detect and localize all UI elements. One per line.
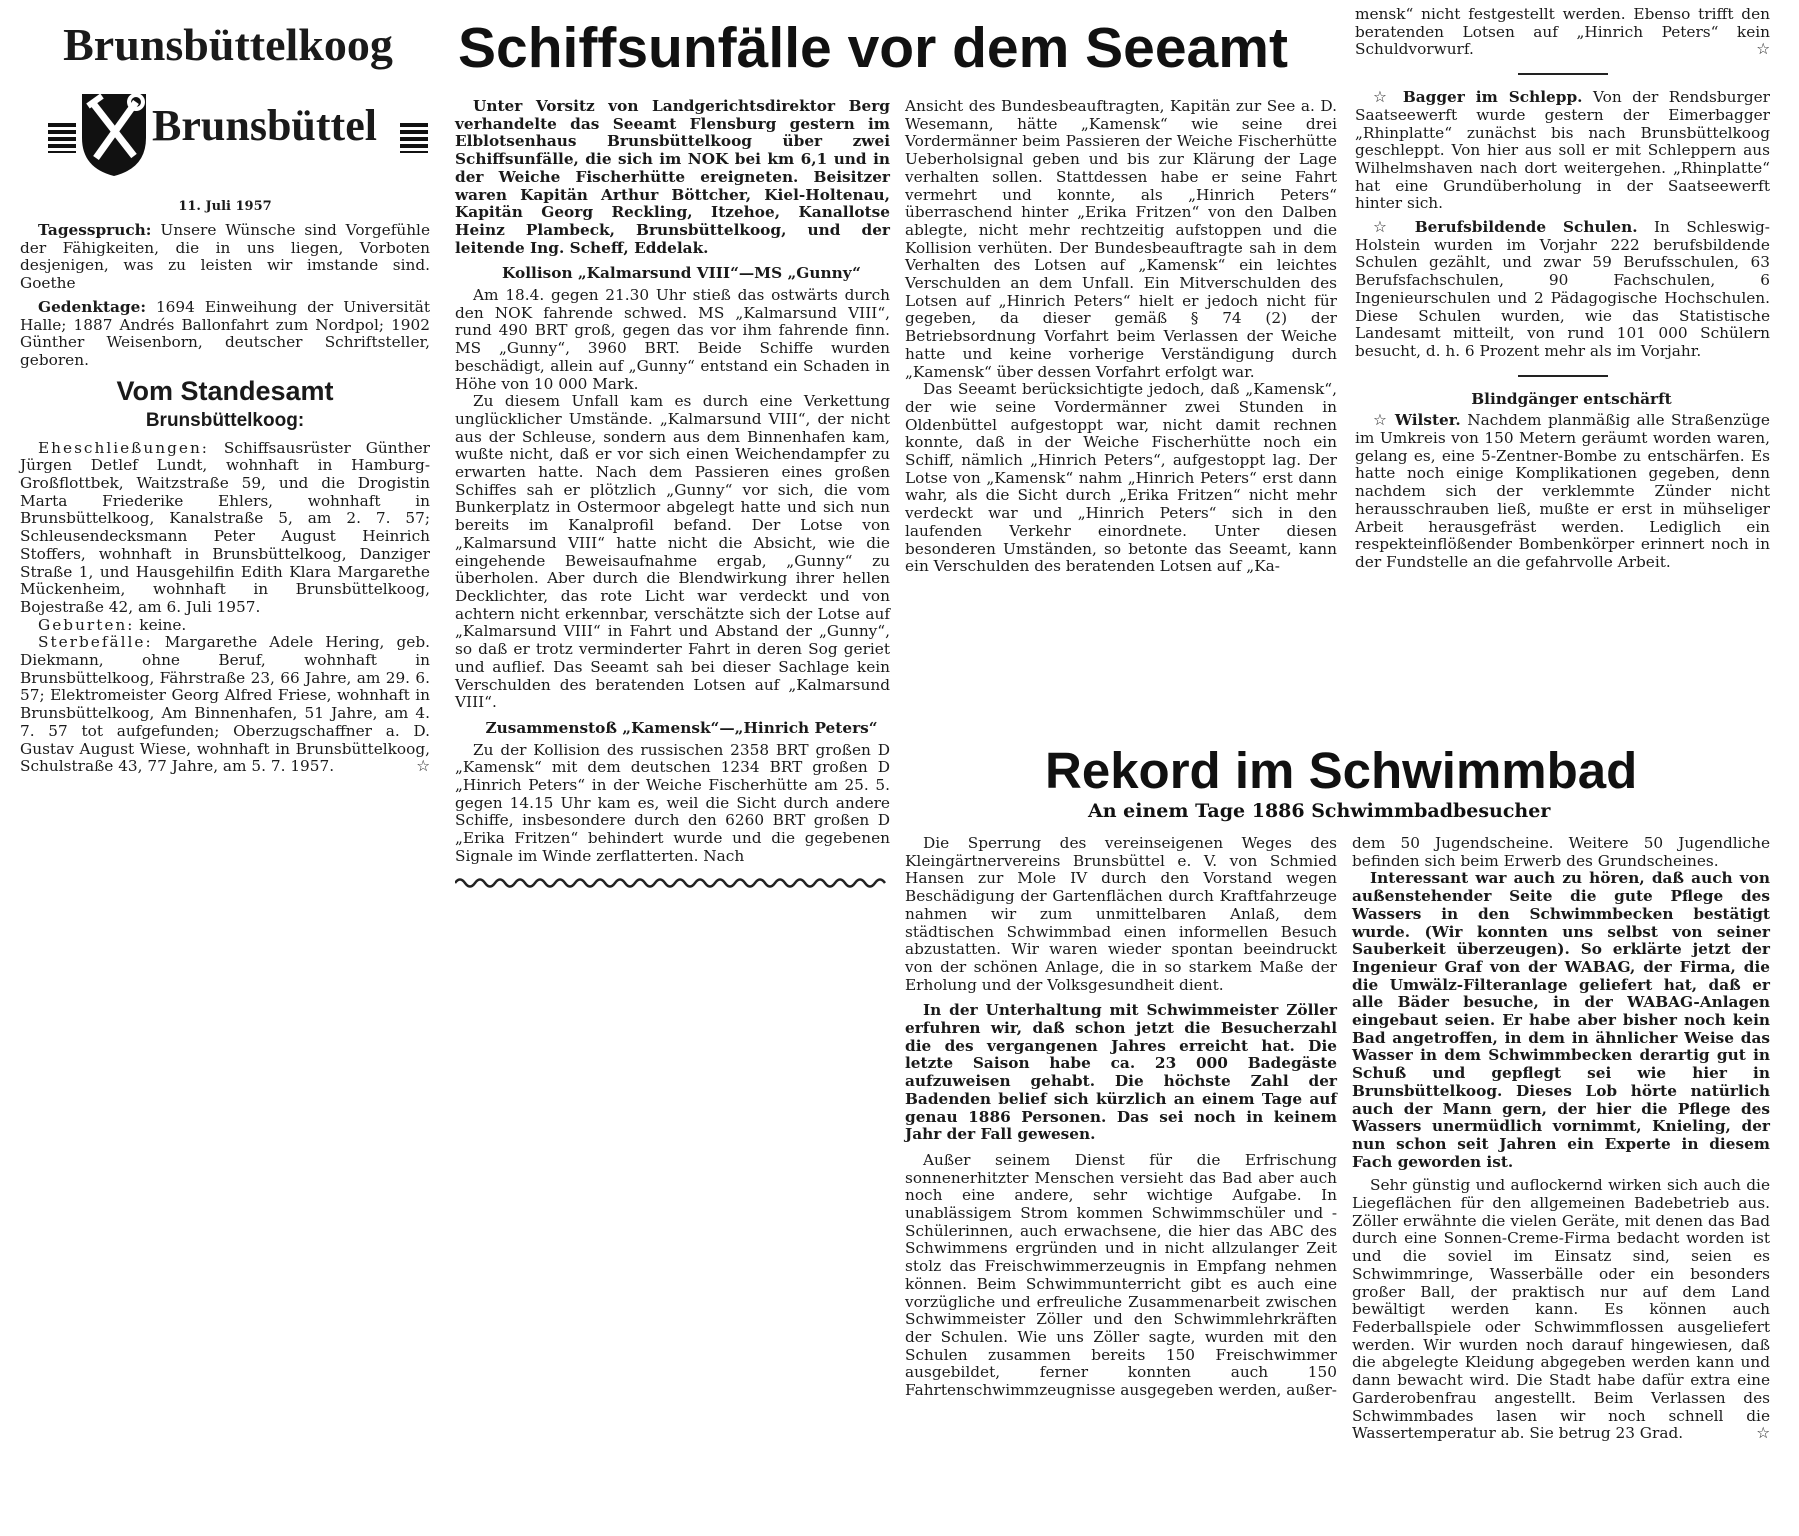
schwimmbad-closing-text: Sehr günstig und auflockernd wirken sich auch die Liegeflächen für den allgemeinen Badebetrieb aus. Zöller erwähnte die vielen Geräte, mit denen das Bad durch eine Sonnen-Creme-Firma bedacht worden ist und die soviel im Einsatz sind, seien es Schwimmringe, Wasserbälle oder ein besonders großer Ball, der praktisch nur auf dem Land bewältigt werden kann. Es können auch Federballspiele oder Schwimmflossen ausgeliefert werden. Wir wurden noch darauf hingewiesen, daß die abgelegte Kleidung abgegeben werden kann und dann bewacht wird. Die Stadt habe dafür extra eine Garderobenfrau angestellt. Beim Verlassen des Schwimmbades lasen wir noch schnell die Wassertemperatur ab. Sie betrug 23 Grad.: [1352, 1176, 1770, 1443]
standesamt-place: Brunsbüttelkoog:: [145, 409, 305, 431]
blindgaenger-heading: Blindgänger entschärft: [1471, 389, 1672, 408]
schwimmbad-paragraph: Außer seinem Dienst für die Erfrischung sonnenerhitzter Menschen versieht das Bad aber auch noch eine andere, sehr wichtige Aufgabe. In unablässigem Strom kommen Schwimmschüler und -Schülerinnen, auch erwachsene, die hier das ABC des Schwimmens ergründen und in nicht allzulanger Zeit stolz das Freischwimmerzeugnis in Empfang nehmen können. Beim Schwimmunterricht gibt es auch eine vorzügliche und erfreuliche Zusammenarbeit zwischen Schwimmeister Zöller und den Schwimmlehrkräften der Schulen. Wie uns Zöller sagte, wurden mit den Schulen zusammen bereits 150 Freischwimmer ausgebildet, ferner konnten auch 150 Fahrtenschwimmzeugnisse ausgegeben werden, außer-: [905, 1150, 1337, 1400]
seeamt-paragraph: Zu der Kollision des russischen 2358 BRT großen D „Kamensk“ mit dem deutschen 1234 BRT großen D „Hinrich Peters“ in der Weiche Fischerhütte am 25. 5. gegen 14.15 Uhr kam es, weil die Sicht durch andere Schiffe, insbesondere durch den 6260 BRT großen D „Erika Fritzen“ behindert wurde und die gegebenen Signale im Winde zerflatterten. Nach: [455, 740, 890, 865]
schulen-item: [1355, 219, 1770, 361]
seeamt-subheading-1: Kollison „Kalmarsund VIII“—MS „Gunny“: [502, 264, 861, 283]
schwimmbad-subtitle: An einem Tage 1886 Schwimmbadbesucher: [1088, 800, 1551, 822]
masthead-subtitle: Brunsbüttel: [152, 101, 377, 150]
star-icon: ☆: [1373, 411, 1389, 430]
tagesspruch: [20, 222, 430, 293]
schwimmbad-paragraph: dem 50 Jugendscheine. Weitere 50 Jugendliche befinden sich beim Erwerb des Grundscheines.: [1352, 834, 1770, 870]
seeamt-lead: Unter Vorsitz von Landgerichtsdirektor Berg verhandelte das Seeamt Flensburg gestern im Elblotsenhaus Brunsbüttelkoog über zwei Schiffsunfälle, die sich im NOK bei km 6,1 und in der Weiche Fischerhütte ereigneten. Beisitzer waren Kapitän Arthur Böttcher, Kiel-Holtenau, Kapitän Georg Reckling, Itzehoe, Kanallotse Heinz Plambeck, Brunsbüttelkoog, und der leitende Ing. Scheff, Eddelak.: [455, 97, 890, 257]
tagesspruch-text: Unsere Wünsche sind Vorgefühle der Fähigkeiten, die in uns liegen, Vorboten desjenigen, was zu leisten wir imstande sind. Goethe: [20, 221, 430, 293]
divider: [1518, 73, 1608, 75]
masthead-title: Brunsbüttelkoog: [63, 19, 393, 70]
schwimmbad-paragraph-bold: In der Unterhaltung mit Schwimmeister Zöller erfuhren wir, daß schon jetzt die Besucherzahl die des vergangenen Jahres erreicht hat. Die letzte Saison habe ca. 23 000 Badegäste aufzuweisen gehabt. Die höchste Zahl der Badenden belief sich kürzlich an einem Tage auf genau 1886 Personen. Das sei noch in keinem Jahr der Fall gewesen.: [905, 1001, 1337, 1144]
bagger-title: Bagger im Schlepp.: [1402, 88, 1583, 107]
blindgaenger-text: Nachdem planmäßig alle Straßenzüge im Umkreis von 150 Metern geräumt worden waren, gelang es, eine 5-Zentner-Bombe zu entschärfen. Es hatte noch einige Komplikationen gegeben, denn nachdem sich der verklemmte Zünder nicht herausschrauben ließ, mußte er erst in mühseliger Arbeit herausgefräst werden. Lediglich ein respekteinflößender Bombenkörper erinnert noch in der Fundstelle an die gefahrvolle Arbeit.: [1355, 411, 1770, 571]
seeamt-subheading-2: Zusammenstoß „Kamensk“—„Hinrich Peters“: [485, 718, 878, 737]
schulen-title: Berufsbildende Schulen.: [1414, 218, 1638, 237]
seeamt-column-1: [455, 98, 890, 894]
seeamt-paragraph: Ansicht des Bundesbeauftragten, Kapitän zur See a. D. Wesemann, hätte „Kamensk“ wie seine drei Vordermänner beim Passieren der Weiche Fischerhütte Ueberholsignal geben und bis zur Klärung der Lage verhalten sollen. Stattdessen habe er seine Fahrt vermehrt und konnte, als „Hinrich Peters“ überraschend hinter „Erika Fritzen“ von den Dalben ablegte, nicht mehr rechtzeitig aufstoppen und die Kollision verhüten. Der Bundesbeauftragte sah in dem Verhalten des Lotsen auf „Kamensk“ ein leichtes Verschulden an dem Unfall. Ein Mitverschulden des Lotsen auf „Hinrich Peters“ hielt er jedoch nicht für gegeben, da dieser gemäß § 74 (2) der Betriebsordnung Vorfahrt beim Verlassen der Weiche hatte und keine vorherige Verständigung durch „Kamensk“ über dessen Vorfahrt erfolgt war.: [905, 97, 1337, 381]
star-icon: ☆: [416, 757, 430, 776]
sterbefaelle: [20, 634, 430, 776]
gedenktage-text: 1694 Einweihung der Universität Halle; 1887 Andrés Ballonfahrt zum Nordpol; 1902 Günther Weisenborn, deutscher Schriftsteller, geboren.: [20, 297, 430, 369]
star-icon: ☆: [1373, 218, 1399, 237]
bagger-text: Von der Rendsburger Saatseewerft wurde gestern der Eimerbagger „Rhinplatte“ zunächst bis nach Brunsbüttelkoog geschleppt. Von hier aus soll er mit Schleppern aus Wilhelmshaven nach dort weitergehen. „Rhinplatte“ hat eine Grundüberholung in der Saatseewerft hinter sich.: [1355, 88, 1770, 213]
schwimmbad-paragraph-bold: Interessant war auch zu hören, daß auch von außenstehender Seite die gute Pflege des Wassers in den Schwimmbecken bestätigt wurde. (Wir konnten uns selbst von seiner Sauberkeit überzeugen). So erklärte jetzt der Ingenieur Graf von der WABAG, der Firma, die die Umwälz-Filteranlage geliefert hat, daß er alle Bäder besuche, in der WABAG-Anlagen eingebaut seien. Er habe aber bisher noch kein Bad angetroffen, in dem in ähnlicher Weise das Wasser in dem Schwimmbecken derartig gut in Schuß und gepflegt sei wie hier in Brunsbüttelkoog. Dieses Lob hörte natürlich auch der Mann gern, der hier die Pflege des Wassers unermüdlich vornimmt, Knieling, der nun schon seit Jahren ein Experte in diesem Fach geworden ist.: [1352, 869, 1770, 1171]
seeamt-headline: Schiffsunfälle vor dem Seeamt: [458, 16, 1288, 80]
schulen-text: In Schleswig-Holstein wurden im Vorjahr 222 berufsbildende Schulen gezählt, und zwar 59 Berufsschulen, 63 Berufsfachschulen, 90 Fachschulen, 6 Ingenieurschulen und 2 Pädagogische Hochschulen. Diese Schulen wurden, wie das Statistische Landesamt mitteilt, von rund 101 000 Schülern besucht, d. h. 6 Prozent mehr als im Vorjahr.: [1355, 218, 1770, 360]
geburten: [20, 617, 430, 635]
coat-of-arms-icon: [78, 88, 150, 178]
seeamt-paragraph: Das Seeamt berücksichtigte jedoch, daß „Kamensk“, der wie seine Vordermänner zwei Stunden in Oldenbüttel aufgestoppt war, nicht damit rechnen konnte, daß in der Weiche Fischerhütte noch ein Schiff, nämlich „Hinrich Peters“, aufgestoppt lag. Der Lotse von „Kamensk“ nahm „Hinrich Peters“ erst dann wahr, als die Sicht durch „Erika Fritzen“ nicht mehr verdeckt war und „Hinrich Peters“ sich in den laufenden Verkehr einordnete. Unter diesen besonderen Umständen, so betonte das Seeamt, kann ein Verschulden des beratenden Lotsen auf „Ka-: [905, 380, 1337, 576]
schwimmbad-column-1: [905, 835, 1337, 1400]
star-icon: ☆: [1756, 1424, 1770, 1443]
eheschliessungen: [20, 440, 430, 617]
gedenktage-label: Gedenktage:: [38, 297, 146, 316]
schwimmbad-column-2: [1352, 835, 1770, 1443]
geburten-label: Geburten:: [38, 615, 135, 634]
seeamt-paragraph: [1355, 6, 1770, 59]
eheschliessungen-label: Eheschließungen:: [38, 438, 209, 457]
eheschliessungen-text: Schiffsausrüster Günther Jürgen Detlef Lundt, wohnhaft in Hamburg-Großflottbek, Waitzstraße 59, und die Drogistin Marta Friederike Ehlers, wohnhaft in Brunsbüttelkoog, Kanalstraße 5, am 2. 7. 57; Schleusendecksmann Peter August Heinrich Stoffers, wohnhaft in Brunsbüttelkoog, Danziger Straße 1, und Hausgehilfin Edith Klara Margarethe Mückenheim, wohnhaft in Brunsbüttelkoog, Bojestraße 42, am 6. Juli 1957.: [20, 438, 430, 616]
blindgaenger-item: [1355, 412, 1770, 571]
seeamt-paragraph: Am 18.4. gegen 21.30 Uhr stieß das ostwärts durch den NOK fahrende schwed. MS „Kalmarsund VIII“, rund 490 BRT groß, gegen das vor ihm fahrende finn. MS „Gunny“, 3960 BRT. Beide Schiffe wurden beschädigt, allein auf „Gunny“ entstand ein Schaden in Höhe von 10 000 Mark.: [455, 286, 890, 393]
star-icon: ☆: [1373, 88, 1393, 107]
banner-right-icon: [400, 123, 428, 153]
banner-left-icon: [48, 123, 76, 153]
gedenktage: [20, 299, 430, 370]
sterbefaelle-label: Sterbefälle:: [38, 633, 153, 652]
seeamt-paragraph: Zu diesem Unfall kam es durch eine Verkettung unglücklicher Umstände. „Kalmarsund VIII“, der nicht aus der Schleuse, sondern aus dem Binnenhafen kam, wußte nicht, daß er vor sich einen Weichendampfer zu erwarten hatte. Nach dem Passieren eines großen Schiffes sah er plötzlich „Gunny“ vor sich, die vom Bunkerplatz in Ostermoor abgelegt hatte und sich nun bereits im Kanalprofil befand. Der Lotse von „Kalmarsund VIII“ hatte nicht die Absicht, wie die eingehende Beweisaufnahme ergab, „Gunny“ zu überholen. Aber durch die Blendwirkung ihrer hellen Decklichter, das rote Licht war verdeckt und von achtern nicht erkennbar, verschätzte sich der Lotse auf „Kalmarsund VIII“ in Fahrt und Abstand der „Gunny“, so daß er trotz verminderter Fahrt in deren Sog geriet und auflief. Das Seeamt sah bei dieser Sachlage kein Verschulden des beratenden Lotsen auf „Kalmarsund VIII“.: [455, 392, 890, 712]
schwimmbad-paragraph: Die Sperrung des vereinseigenen Weges des Kleingärtnervereins Brunsbüttel e. V. von Schmied Hansen zur Mole IV durch den Vorstand wegen Beschädigung der Gartenflächen durch Kraftfahrzeuge nahmen wir zum unmittelbaren Anlaß, dem städtischen Schwimmbad einen informellen Besuch abzustatten. Wir waren wieder spontan beeindruckt von der schönen Anlage, die in so starkem Maße der Erholung und der Volksgesundheit dient.: [905, 834, 1337, 994]
seeamt-closing-text: mensk“ nicht festgestellt werden. Ebenso trifft den beratenden Lotsen auf „Hinrich Peters“ kein Schuldvorwurf.: [1355, 5, 1770, 59]
tagesspruch-label: Tagesspruch:: [38, 221, 152, 239]
local-column: [20, 222, 430, 776]
news-column: [1355, 6, 1770, 572]
wavy-divider: [455, 876, 890, 890]
schwimmbad-headline: Rekord im Schwimmbad: [1045, 742, 1638, 799]
sterbefaelle-text: Margarethe Adele Hering, geb. Diekmann, ohne Beruf, wohnhaft in Brunsbüttelkoog, Fährstraße 23, 66 Jahre, am 29. 6. 57; Elektromeister Georg Alfred Friese, wohnhaft in Brunsbüttelkoog, Am Binnenhafen, 51 Jahre, am 4. 7. 57 tot aufgefunden; Oberzugschaffner a. D. Gustav August Wiese, wohnhaft in Brunsbüttelkoog, Schulstraße 43, 77 Jahre, am 5. 7. 1957.: [20, 633, 430, 776]
bagger-item: [1355, 89, 1770, 213]
blindgaenger-title: Wilster.: [1394, 411, 1461, 430]
geburten-text: keine.: [134, 615, 187, 634]
issue-date: 11. Juli 1957: [178, 199, 272, 214]
divider: [1518, 375, 1608, 377]
masthead: [20, 18, 430, 188]
standesamt-heading: Vom Standesamt: [116, 375, 334, 406]
schwimmbad-paragraph: [1352, 1177, 1770, 1443]
star-icon: ☆: [1756, 40, 1770, 59]
seeamt-column-2: [905, 98, 1337, 576]
